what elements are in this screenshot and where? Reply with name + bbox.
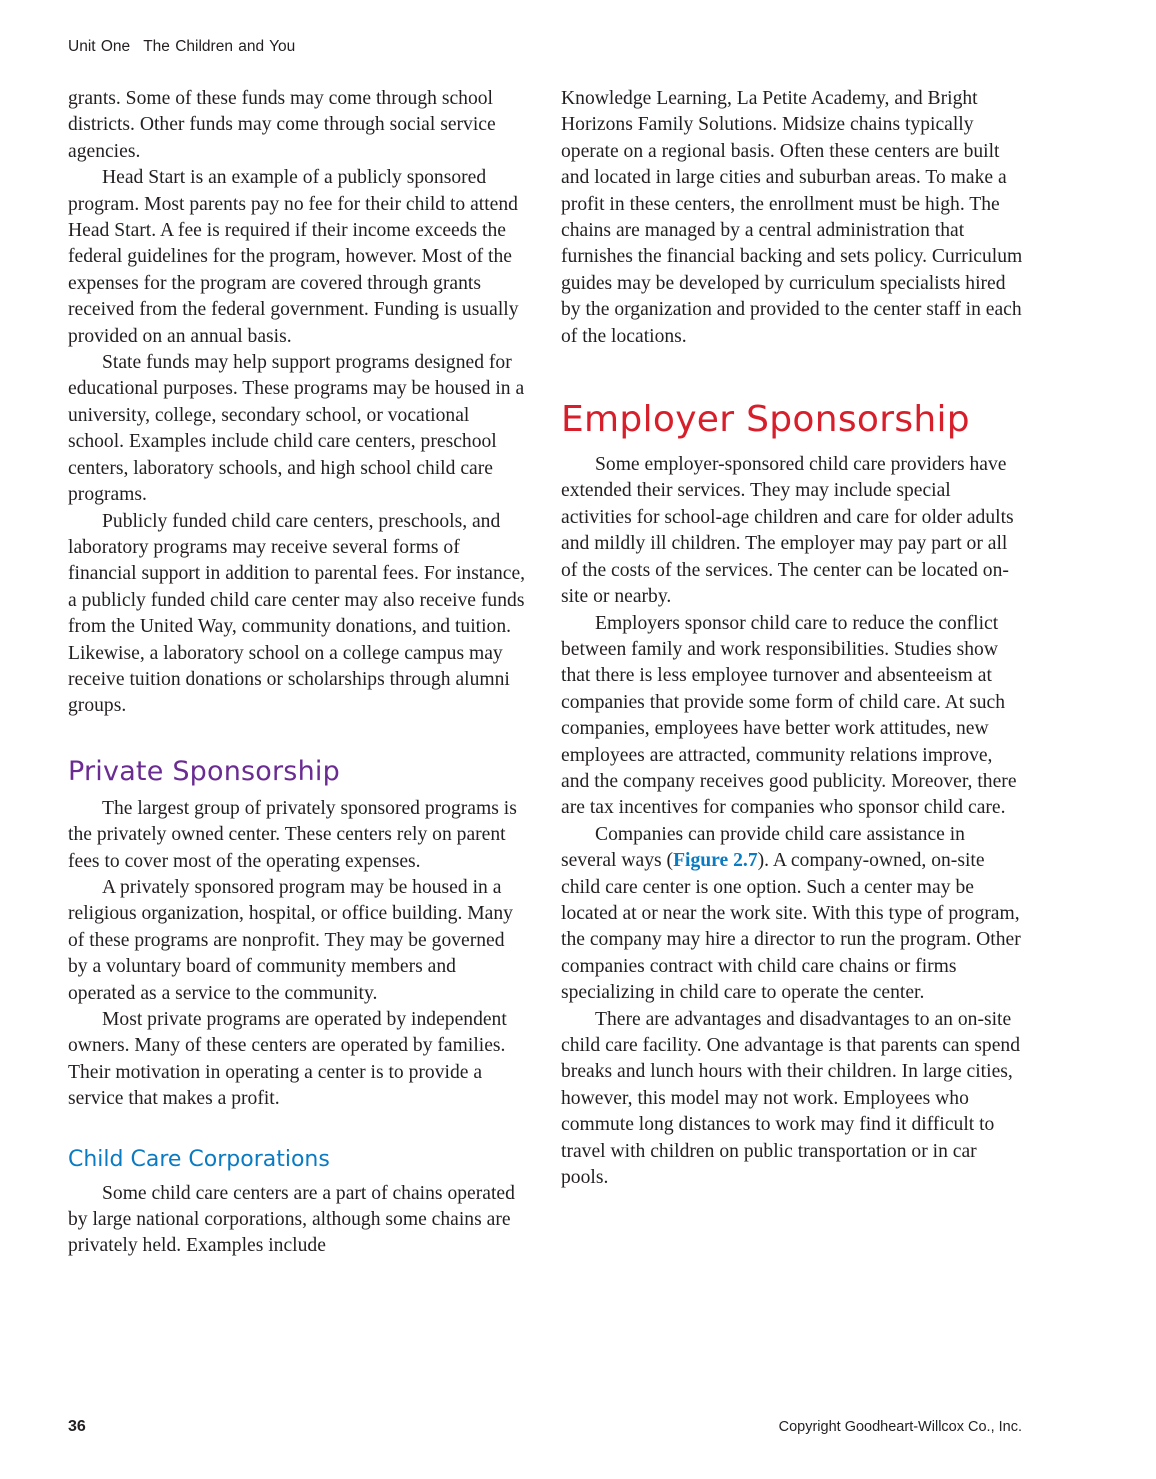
running-head <box>68 38 295 56</box>
text-run: ). A company-owned, on-site child care center is one option. Such a center may be located at or near the work site. With this type of program, the company may hire a director to run the program. Other companies contract with child care chains or firms specializing in child care to operate the center. <box>561 850 1021 1004</box>
section-heading-private-sponsorship: Private Sponsorship <box>68 755 340 787</box>
paragraph: Some employer-sponsored child care providers have extended their services. They may include special activities for school-age children and care for older adults and mildly ill children. The employer may pay part or all of the costs of the services. The center can be located on-site or nearby. <box>561 454 1014 608</box>
paragraph: Publicly funded child care centers, preschools, and laboratory programs may receive several forms of financial support in addition to parental fees. For instance, a publicly funded child care center may also receive funds from the United Way, community donations, and tuition. Likewise, a laboratory school on a college campus may receive tuition donations or scholarships through alumni groups. <box>68 510 526 717</box>
paragraph: The largest group of privately sponsored programs is the privately owned center. These centers rely on parent fees to cover most of the operating expenses. <box>68 797 517 872</box>
paragraph: Some child care centers are a part of chains operated by large national corporations, although some chains are privately held. Examples include <box>68 1182 515 1257</box>
paragraph <box>561 822 1023 1007</box>
paragraph: State funds may help support programs designed for educational purposes. These programs may be housed in a university, college, secondary school, or vocational school. Examples include child care centers, preschool centers, laboratory schools, and high school child care programs. <box>68 352 525 506</box>
right-column <box>561 86 1023 1191</box>
paragraph: A privately sponsored program may be housed in a religious organization, hospital, or office building. Many of these programs are nonprofit. They may be governed by a voluntary board of community members and operated as a service to the community. <box>68 876 513 1004</box>
paragraph: grants. Some of these funds may come through school districts. Other funds may come through social service agencies. <box>68 88 496 162</box>
paragraph: There are advantages and disadvantages to an on-site child care facility. One advantage is that parents can spend breaks and lunch hours with their children. In large cities, however, this model may not work. Employees who commute long distances to work may find it difficult to travel with children on public transportation or in car pools. <box>561 1008 1020 1189</box>
paragraph: Knowledge Learning, La Petite Academy, and Bright Horizons Family Solutions. Midsize chains typically operate on a regional basis. Often these centers are built and located in large cities and suburban areas. To make a profit in these centers, the enrollment must be high. The chains are managed by a central administration that furnishes the financial backing and sets policy. Curriculum guides may be developed by curriculum specialists hired by the organization and provided to the center staff in each of the locations. <box>561 88 1023 347</box>
section-heading-employer-sponsorship: Employer Sponsorship <box>561 399 970 441</box>
paragraph: Head Start is an example of a publicly sponsored program. Most parents pay no fee for their child to attend Head Start. A fee is required if their income exceeds the federal guidelines for the program, however. Most of the expenses for the program are covered through grants received from the federal government. Funding is usually provided on an annual basis. <box>68 167 519 347</box>
text-run: Companies can provide child care assistance in several ways ( <box>561 823 965 872</box>
unit-label: Unit One <box>68 38 131 55</box>
left-column <box>68 86 528 1260</box>
paragraph: Employers sponsor child care to reduce the conflict between family and work responsibilities. Studies show that there is less employee turnover and absenteeism at companies that provide some form of child care. At such companies, employees have better work attitudes, new employees are attracted, community relations improve, and the company receives good publicity. Moreover, there are tax incentives for companies who sponsor child care. <box>561 612 1017 819</box>
figure-reference-link[interactable]: Figure 2.7 <box>673 850 758 872</box>
page-number: 36 <box>68 1418 86 1435</box>
copyright-notice: Copyright Goodheart-Willcox Co., Inc. <box>778 1419 1022 1435</box>
paragraph: Most private programs are operated by independent owners. Many of these centers are operated by families. Their motivation in operating a center is to provide a service that makes a profit. <box>68 1009 507 1110</box>
chapter-title: The Children and You <box>143 38 296 55</box>
subsection-heading-child-care-corporations: Child Care Corporations <box>68 1146 330 1172</box>
